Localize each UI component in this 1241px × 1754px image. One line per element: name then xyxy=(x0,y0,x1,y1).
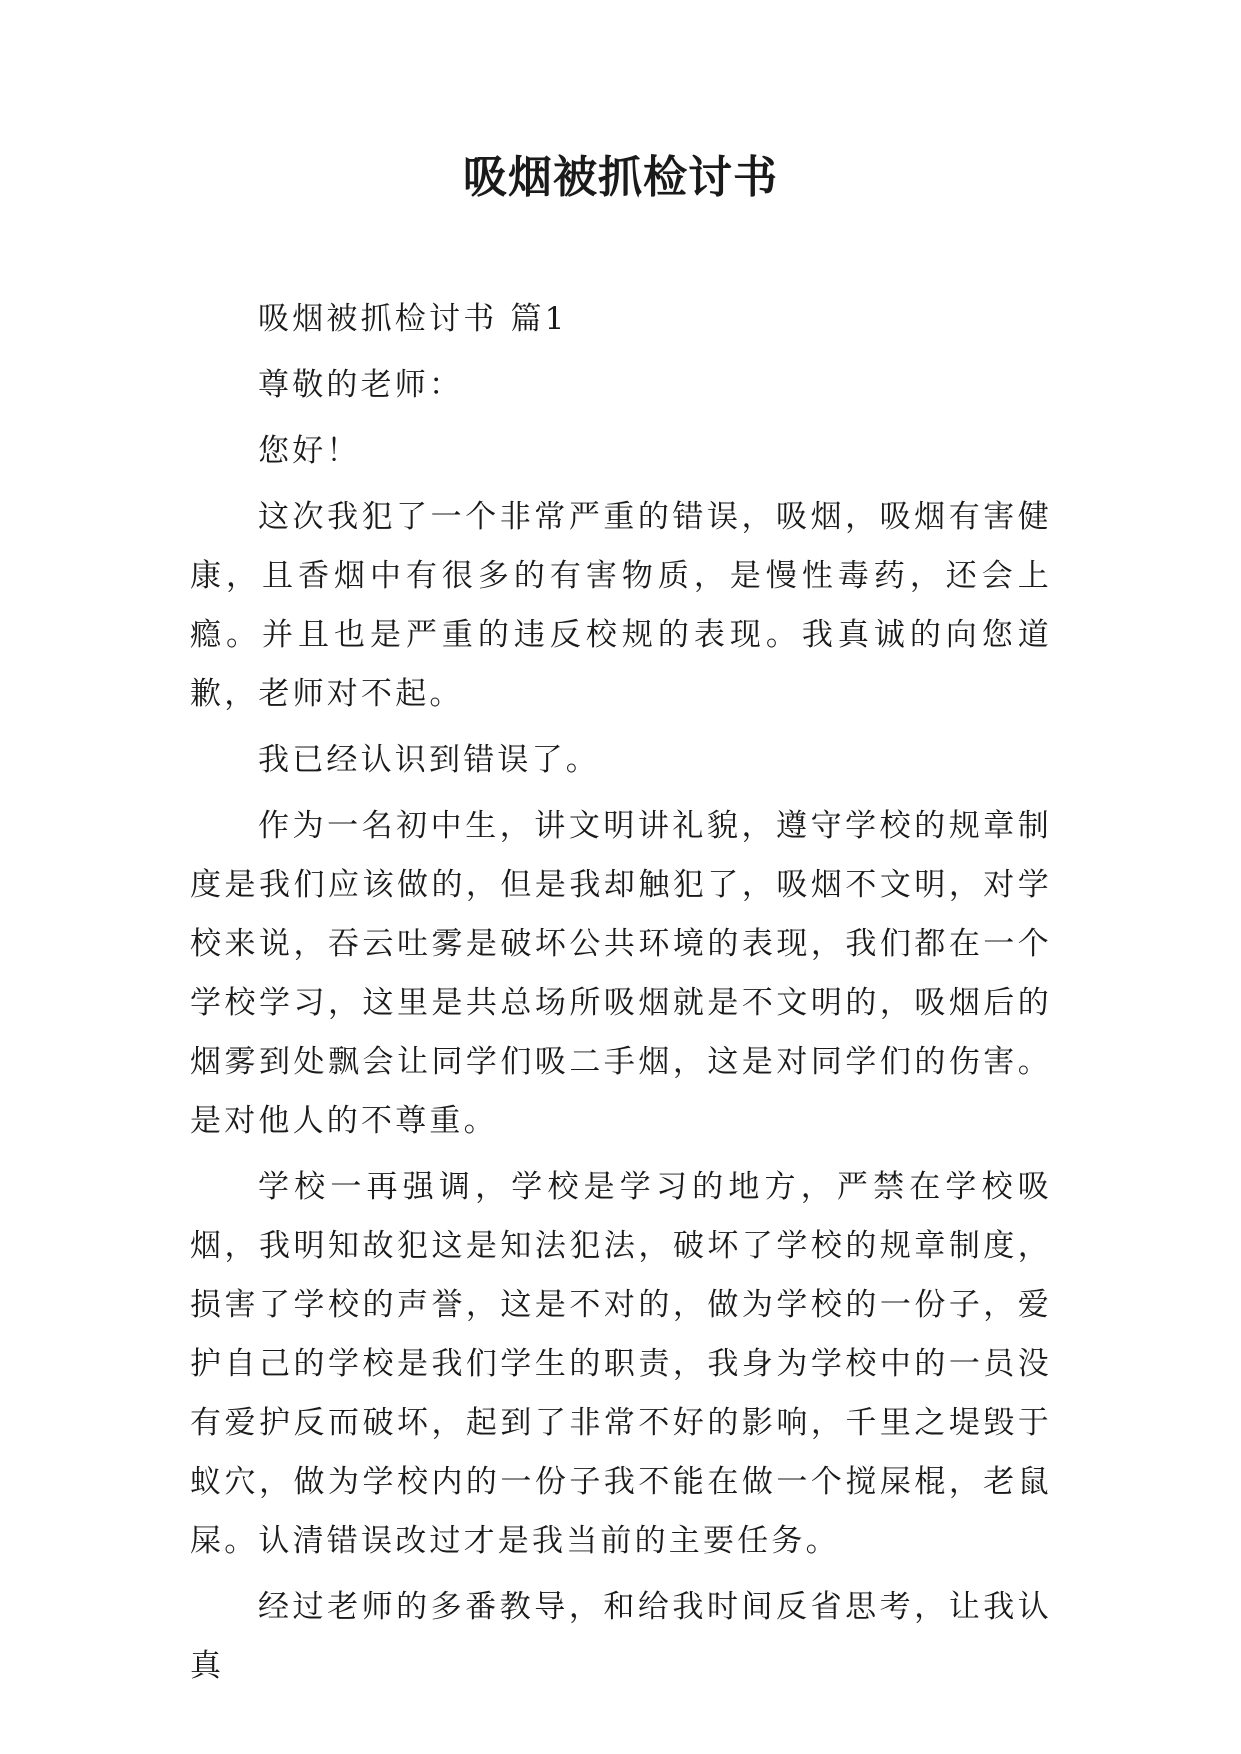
salutation: 尊敬的老师： xyxy=(258,367,464,403)
document-body xyxy=(190,290,1052,1703)
body-paragraph: 学校一再强调，学校是学习的地方，严禁在学校吸烟，我明知故犯这是知法犯法，破坏了学校的规章制度，损害了学校的声誉，这是不对的，做为学校的一份子，爱护自己的学校是我们学生的职责，我身为学校中的一员没有爱护反而破坏，起到了非常不好的影响，千里之堤毁于蚁穴，做为学校内的一份子我不能在做一个搅屎棍，老鼠屎。认清错误改过才是我当前的主要任务。 xyxy=(190,1169,1052,1559)
section-heading: 吸烟被抓检讨书 篇1 xyxy=(258,301,568,337)
body-paragraph: 经过老师的多番教导，和给我时间反省思考，让我认真 xyxy=(190,1589,1052,1684)
greeting: 您好！ xyxy=(258,433,361,469)
body-paragraph: 我已经认识到错误了。 xyxy=(258,742,600,778)
body-paragraph: 这次我犯了一个非常严重的错误，吸烟，吸烟有害健康，且香烟中有很多的有害物质，是慢性毒药，还会上瘾。并且也是严重的违反校规的表现。我真诚的向您道歉，老师对不起。 xyxy=(190,499,1052,712)
document-title: 吸烟被抓检讨书 xyxy=(463,152,778,203)
body-paragraph: 作为一名初中生，讲文明讲礼貌，遵守学校的规章制度是我们应该做的，但是我却触犯了，吸烟不文明，对学校来说，吞云吐雾是破坏公共环境的表现，我们都在一个学校学习，这里是共总场所吸烟就是不文明的，吸烟后的烟雾到处飘会让同学们吸二手烟，这是对同学们的伤害。是对他人的不尊重。 xyxy=(190,808,1052,1139)
